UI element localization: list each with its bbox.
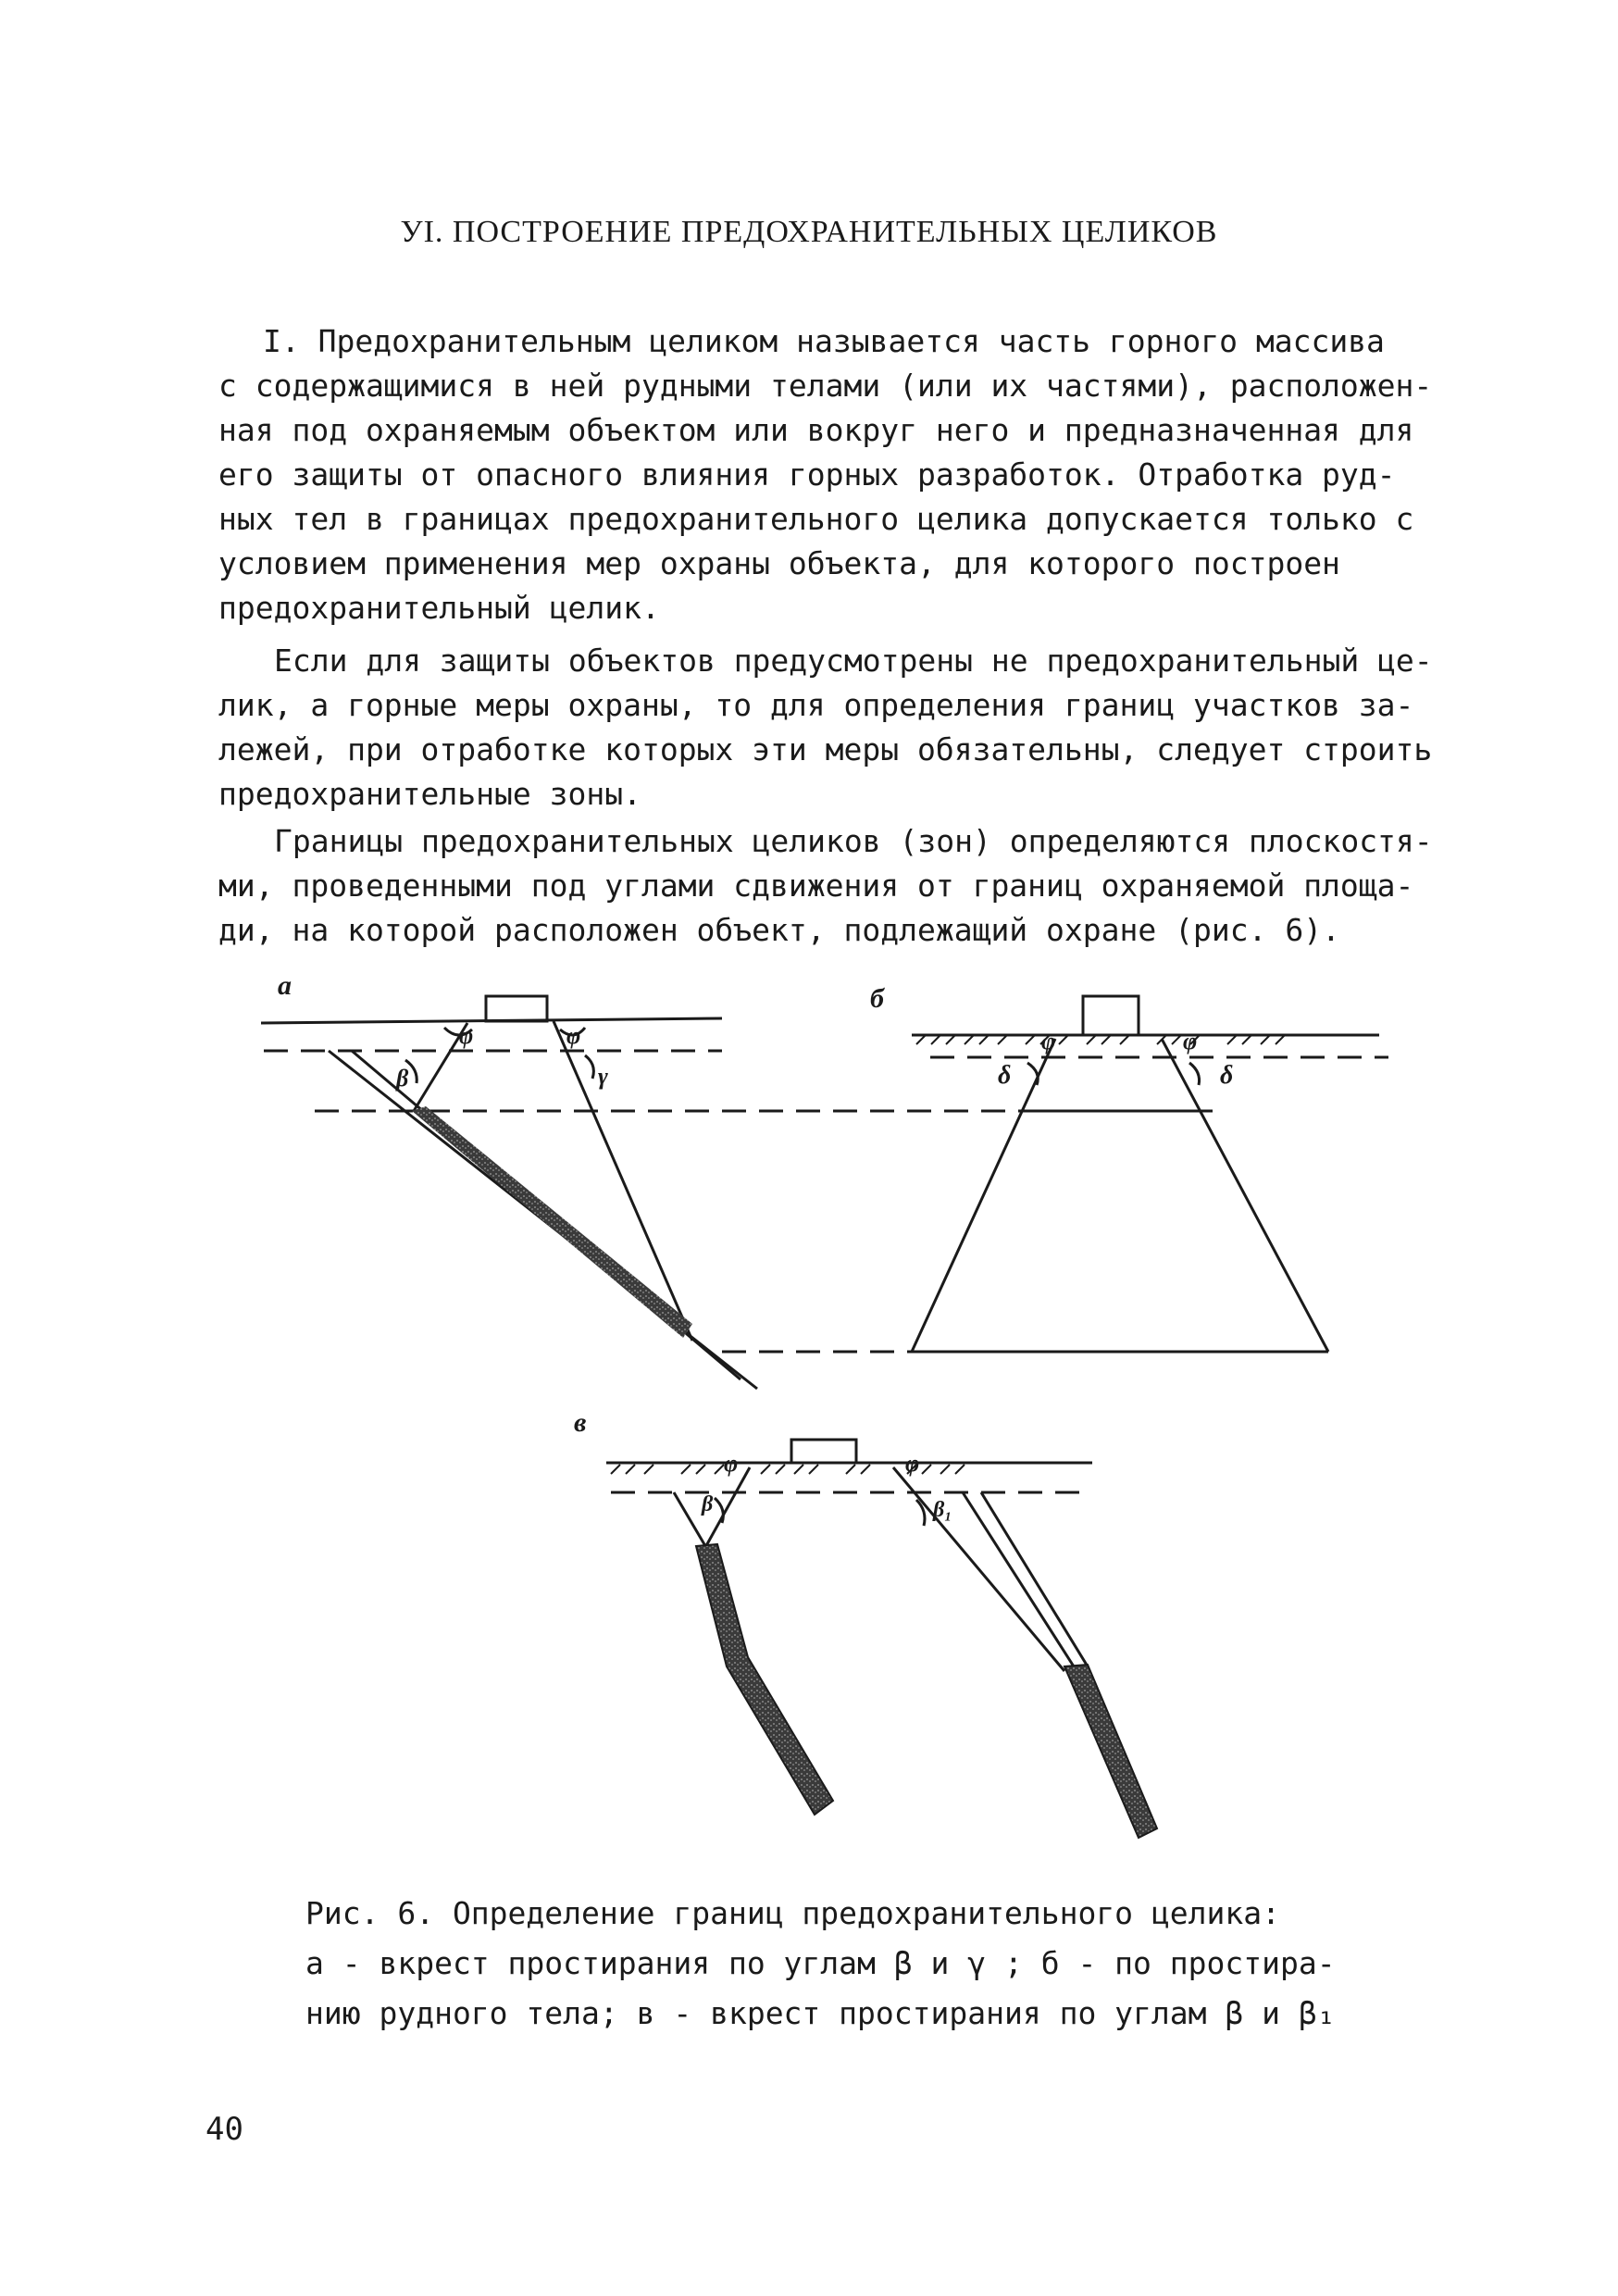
panel-a-drawing — [261, 996, 1018, 1389]
angle-phi-label: φ — [1183, 1028, 1198, 1054]
caption-line: Рис. 6. Определение границ предохранительного целика: — [305, 1895, 1280, 1931]
panel-c-drawing — [606, 1440, 1157, 1838]
panel-a-label: а — [278, 970, 292, 1001]
ore-body-fill — [412, 1106, 692, 1338]
page-number: 40 — [205, 2111, 243, 2148]
panel-b-drawing — [912, 996, 1388, 1352]
angle-phi-label: φ — [1041, 1028, 1056, 1054]
vein-wall — [963, 1492, 1074, 1666]
angle-arc — [715, 1498, 723, 1523]
caption-line: а - вкрест простирания по углам β и γ ; б - по простира- — [305, 1945, 1336, 1981]
angle-beta1-label: β₁ — [933, 1498, 952, 1522]
text-line: лик, а горные меры охраны, то для определения границ участков за- — [218, 687, 1414, 723]
angle-phi-label: φ — [724, 1450, 739, 1477]
text-line: его защиты от опасного влияния горных разработок. Отработка руд- — [218, 456, 1396, 493]
boundary-line — [1162, 1039, 1328, 1352]
panel-b-label: б — [870, 983, 884, 1014]
text-line: условием применения мер охраны объекта, для которого построен — [218, 545, 1340, 581]
boundary-line — [554, 1021, 692, 1341]
ore-body-fill — [1064, 1665, 1157, 1838]
text-line: лежей, при отработке которых эти меры обязательны, следует строить — [218, 731, 1433, 767]
text-line: I. Предохранительным целиком называется часть горного массива — [263, 323, 1385, 359]
angle-beta-label: β — [396, 1065, 409, 1092]
text-line: предохранительные зоны. — [218, 776, 641, 812]
text-line: Если для защиты объектов предусмотрены не предохранительный це- — [274, 643, 1433, 679]
angle-arc — [585, 1055, 593, 1079]
text-line: с содержащимися в ней рудными телами (или их частями), расположен- — [218, 368, 1433, 404]
protected-object — [486, 996, 547, 1021]
text-line: ди, на которой расположен объект, подлежащий охране (рис. 6). — [218, 912, 1340, 948]
caption-line: нию рудного тела; в - вкрест простирания по углам β и β₁ — [305, 1995, 1336, 2031]
angle-delta-label: δ — [998, 1061, 1012, 1090]
angle-arc — [1189, 1063, 1200, 1085]
boundary-line — [893, 1467, 1064, 1671]
text-line: ных тел в границах предохранительного целика допускается только с — [218, 501, 1414, 537]
section-heading: УІ. ПОСТРОЕНИЕ ПРЕДОХРАНИТЕЛЬНЫХ ЦЕЛИКОВ — [400, 215, 1218, 249]
text-line: Границы предохранительных целиков (зон) определяются плоскостя- — [274, 823, 1433, 859]
figure-caption — [305, 1889, 1416, 2039]
vein-wall — [981, 1492, 1088, 1666]
panel-c-label: в — [574, 1407, 587, 1438]
angle-phi-label: φ — [905, 1450, 920, 1477]
boundary-line — [912, 1039, 1055, 1352]
angle-gamma-label: γ — [598, 1063, 608, 1090]
ore-body-fill — [696, 1544, 833, 1815]
text-line: предохранительный целик. — [218, 590, 660, 626]
angle-phi-label: φ — [459, 1022, 474, 1049]
angle-arc — [1027, 1063, 1038, 1085]
protected-object — [1083, 996, 1139, 1035]
angle-phi-label: φ — [566, 1022, 581, 1049]
text-line: ми, проведенными под углами сдвижения от границ охраняемой площа- — [218, 867, 1414, 904]
angle-delta-label: δ — [1220, 1061, 1234, 1090]
text-line: ная под охраняемым объектом или вокруг него и предназначенная для — [218, 412, 1414, 448]
angle-beta-label: β — [702, 1492, 714, 1516]
protected-object — [791, 1440, 856, 1463]
